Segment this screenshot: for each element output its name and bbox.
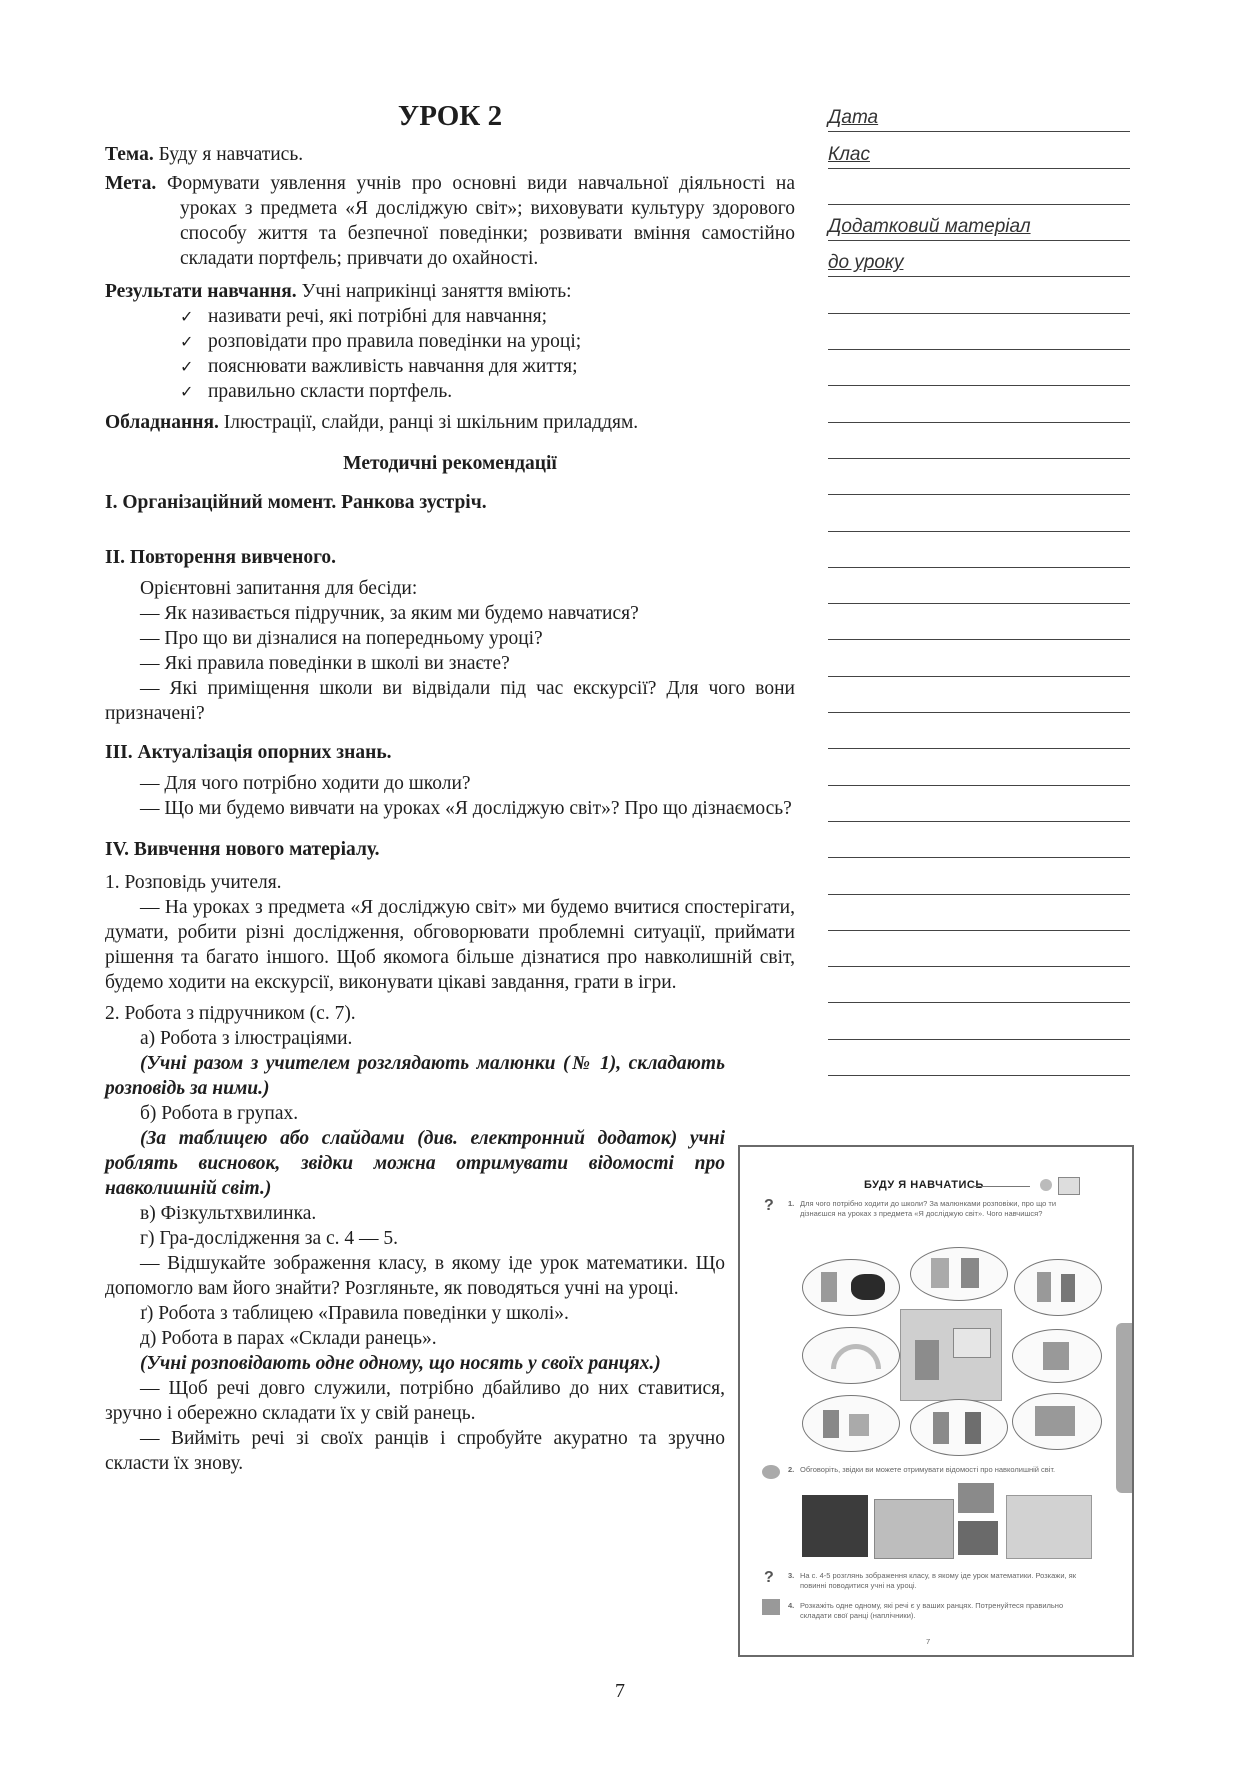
note-line[interactable] [828,858,1130,894]
note-line[interactable] [828,967,1130,1003]
equipment-label: Обладнання. [105,412,219,433]
class-line[interactable] [828,132,1130,168]
result-item: ✓ пояснювати важливість навчання для життя; [180,356,578,377]
illustration-oval [910,1247,1008,1301]
result-item: ✓ називати речі, які потрібні для навчання; [180,306,548,327]
note-line[interactable] [828,459,1130,495]
item-b-note: (За таблицею або слайдами (див. електронний додаток) учні роблять висновок, звідки можна отримувати відомості про навколишній світ.) [105,1128,725,1199]
item-a: а) Робота з ілюстраціями. [140,1028,353,1049]
note-line[interactable] [828,604,1130,640]
section-4-heading: IV. Вивчення нового матеріалу. [105,839,380,860]
q3-text: На с. 4-5 розглянь зображення класу, в якому іде урок математики. Розкажи, як повинні поводитися учні на уроці. [800,1571,1077,1590]
note-line[interactable] [828,350,1130,386]
illustration-oval [1014,1259,1102,1316]
textbook-title: БУДУ Я НАВЧАТИСЬ [864,1179,984,1191]
question-icon: ? [764,1569,774,1586]
section-3-question: — Для чого потрібно ходити до школи? [140,773,471,794]
note-line[interactable] [828,640,1130,676]
main-column [105,98,795,1476]
child-figure-icon [1061,1274,1075,1302]
photo-museum [874,1499,954,1559]
note-line[interactable] [828,568,1130,604]
illustration-oval [802,1327,900,1384]
note-line[interactable] [828,314,1130,350]
section-4-1-text: — На уроках з предмета «Я досліджую світ» ми будемо вчитися спостерігати, думати, робити різні дослідження, обговорювати проблемні ситуації, приймати рішення та багато іншого. Щоб якомога більше дізнатися про навколишній світ, будемо ходити на екскурсії, виконувати цікаві завдання, грати в ігри. [105,897,795,993]
beaker-icon [849,1414,869,1436]
q4-text: Розкажіть одне одному, які речі є у ваших ранцях. Потренуйтеся правильно складати свої ранці (наплічники). [800,1601,1064,1620]
item-v: в) Фізкультхвилинка. [140,1203,317,1224]
pair-work-icon [762,1599,780,1615]
note-line[interactable] [828,786,1130,822]
check-icon: ✓ [180,382,194,401]
date-label: Дата [828,107,879,129]
illustration-oval [1012,1329,1102,1383]
note-line[interactable] [828,495,1130,531]
notes-sidebar [828,96,1130,1076]
question-icon: ? [764,1197,774,1214]
note-line[interactable] [828,749,1130,785]
note-line[interactable] [828,895,1130,931]
child-figure-icon [965,1412,981,1444]
note-line[interactable] [828,169,1130,205]
bear-icon [851,1274,885,1300]
equipment-text: Ілюстрації, слайди, ранці зі шкільним приладдям. [223,412,639,433]
note-line[interactable] [828,822,1130,858]
check-icon: ✓ [180,332,194,351]
child-figure-icon [931,1258,949,1288]
textbook-work-block [105,1026,725,1476]
note-line[interactable] [828,423,1130,459]
section-3-heading: ІІІ. Актуалізація опорних знань. [105,742,392,763]
topic-text: Буду я навчатись. [158,144,304,165]
note-line[interactable] [828,713,1130,749]
book-icon [958,1483,994,1513]
section-4-1-heading: 1. Розповідь учителя. [105,872,282,893]
goal-label: Мета. [105,173,157,194]
note-line[interactable] [828,1040,1130,1076]
photo-kids-computer [802,1495,868,1557]
section-3-question: — Що ми будемо вивчати на уроках «Я досліджую світ»? Про що дізнаємось? [140,798,792,819]
board-icon [953,1328,991,1358]
result-item: ✓ розповідати про правила поведінки на уроці; [180,331,582,352]
q4-num: 4. [788,1601,795,1610]
teacher-figure-icon [915,1340,939,1380]
item-gg: ґ) Робота з таблицею «Правила поведінки у школі». [140,1303,569,1324]
beaker-icon [823,1410,839,1438]
q1-text: Для чого потрібно ходити до школи? За малюнками розповіжи, про що ти дізнаєшся на уроках з предмета «Я досліджую світ». Чого навчишся? [800,1199,1057,1218]
textbook-page-image [738,1145,1134,1657]
section-1-heading: І. Організаційний момент. Ранкова зустріч. [105,492,487,513]
check-icon: ✓ [180,357,194,376]
discussion-icon [762,1465,780,1479]
child-figure-icon [933,1412,949,1444]
section-2-question: — Про що ви дізналися на попередньому уроці? [140,628,543,649]
check-icon: ✓ [180,307,194,326]
child-figure-icon [961,1258,979,1288]
goal-line [105,171,795,271]
q3-num: 3. [788,1571,795,1580]
item-d-text: — Вийміть речі зі своїх ранців і спробуйте акуратно та зручно скласти їх знову. [105,1428,725,1474]
section-dot-icon [1040,1179,1052,1191]
section-tab [1116,1323,1132,1493]
section-2-intro: Орієнтовні запитання для бесіди: [140,578,418,599]
results-label: Результати навчання. [105,281,297,302]
item-a-note: (Учні разом з учителем розглядають малюнки (№ 1), складають розповідь за ними.) [105,1053,725,1099]
section-2-question: — Як називається підручник, за яким ми будемо навчатися? [140,603,639,624]
note-line[interactable] [828,1003,1130,1039]
method-heading: Методичні рекомендації [343,453,557,474]
section-2-question: — Які приміщення школи ви відвідали під час екскурсії? Для чого вони призначені? [105,678,795,724]
page-number: 7 [615,1680,625,1702]
note-line[interactable] [828,677,1130,713]
title-rule [972,1186,1030,1187]
note-line[interactable] [828,277,1130,313]
q2-num: 2. [788,1465,795,1474]
extra-material-label: Додатковий матеріал [828,216,1031,238]
textbook-page-number: 7 [926,1637,931,1646]
goal-text: Формувати уявлення учнів про основні види навчальної діяльності на уроках з предмета «Я досліджую світ»; виховувати культуру здорового способу життя та безпечної поведінки; розвивати вміння самостійно складати портфель; привчати до охайності. [166,173,795,269]
tv-icon [958,1521,998,1555]
item-g-text: — Відшукайте зображення класу, в якому іде урок математики. Що допомогло вам його знайти? Розгляньте, як поводяться учні на уроці. [105,1253,725,1299]
topic-line [105,142,795,167]
child-figure-icon [1037,1272,1051,1302]
results-intro: Учні наприкінці заняття вміють: [301,281,572,302]
results-list [105,304,795,404]
lesson-title: УРОК 2 [397,100,503,132]
date-line[interactable] [828,96,1130,132]
section-4-2-heading: 2. Робота з підручником (с. 7). [105,1003,356,1024]
equipment-line [105,410,795,435]
item-b: б) Робота в групах. [140,1103,299,1124]
results-line [105,279,795,304]
photo-grandparents [1006,1495,1092,1559]
q1-num: 1. [788,1199,795,1208]
item-d: д) Робота в парах «Склади ранець». [140,1328,437,1349]
illustration-oval [910,1399,1008,1456]
q2-text: Обговоріть, звідки ви можете отримувати відомості про навколишній світ. [800,1465,1056,1474]
item-d-text: — Щоб речі довго служили, потрібно дбайливо до них ставитися, зручно і обережно складати їх у свій ранець. [105,1378,725,1424]
extra-material-label-2: до уроку [828,252,904,274]
group-figure-icon [1035,1406,1075,1436]
tree-icon [821,1272,837,1302]
item-g: г) Гра-дослідження за с. 4 — 5. [140,1228,399,1249]
extra-material-line-2[interactable] [828,241,1130,277]
reading-child-icon [1043,1342,1069,1370]
extra-material-line[interactable] [828,205,1130,241]
note-line[interactable] [828,931,1130,967]
section-2-heading: ІІ. Повторення вивченого. [105,547,337,568]
section-2-question: — Які правила поведінки в школі ви знаєте? [140,653,510,674]
illustration-oval [802,1259,900,1316]
note-line[interactable] [828,386,1130,422]
topic-label: Тема. [105,144,154,165]
kids-icon [1058,1177,1080,1195]
illustration-oval [1012,1393,1102,1450]
note-line[interactable] [828,532,1130,568]
illustration-oval [802,1395,900,1452]
item-d-note: (Учні розповідають одне одному, що носять у своїх ранцях.) [140,1353,661,1374]
classroom-picture [900,1309,1002,1401]
rainbow-icon [831,1344,881,1369]
result-item: ✓ правильно скласти портфель. [180,381,453,402]
class-label: Клас [828,143,870,165]
